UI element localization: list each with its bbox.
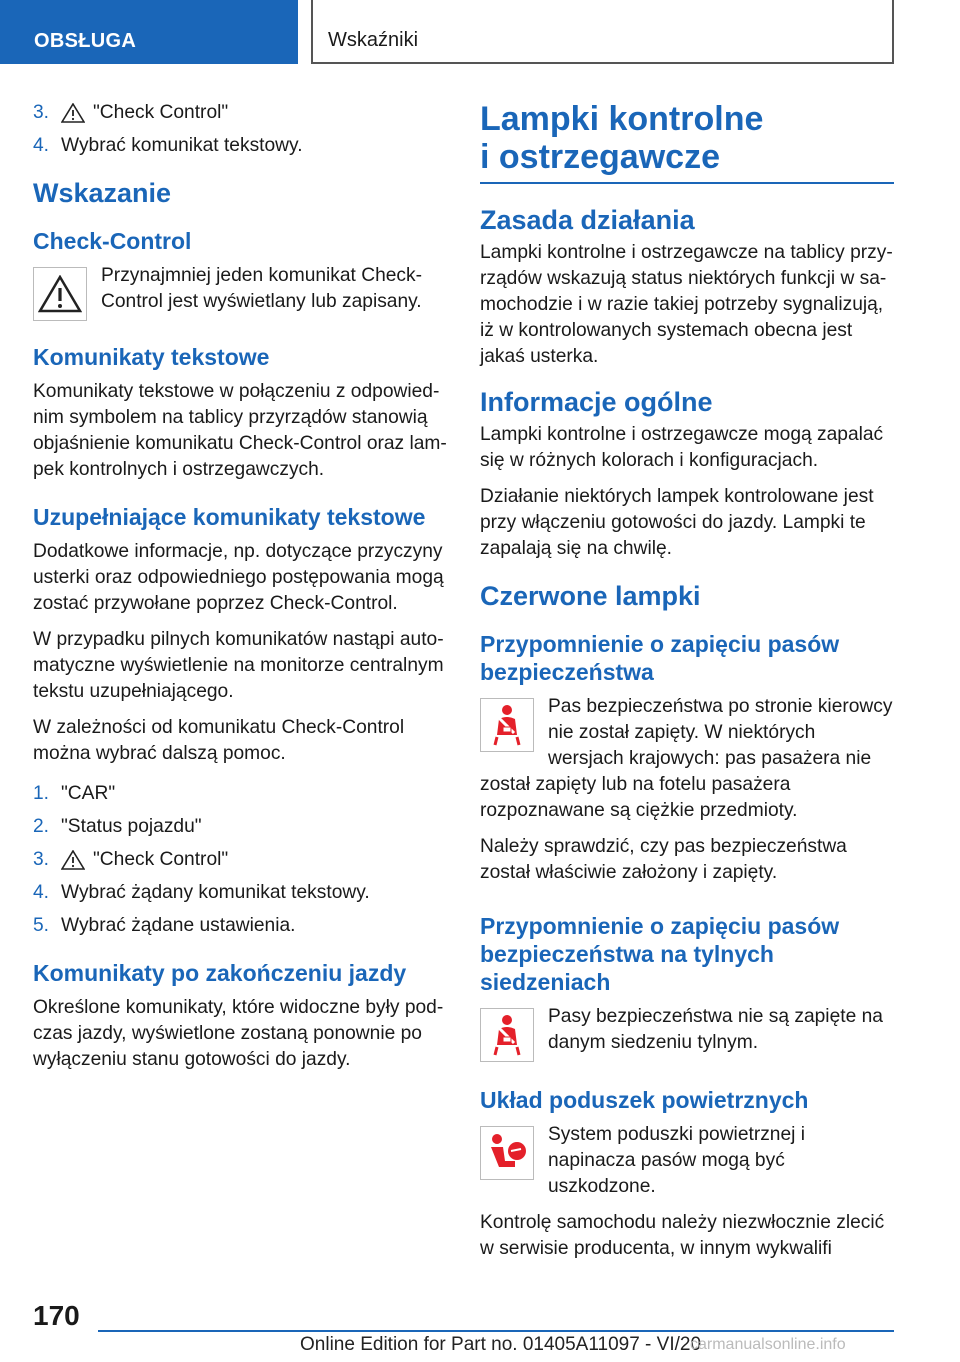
zasada-text: Lampki kontrolne i ostrzegawcze na tablicy przyrządów wskazują status niektórych funkcji w samochodzie i w razie takiej potrzeby sygnalizują, iż w kontrolowanych systemach obecna jest jakaś usterka. <box>480 242 893 367</box>
step-text: "CAR" <box>61 783 116 804</box>
poduszki-p2: Kontrolę samochodu należy niezwłocznie zlecić w serwisie producenta, w innym wykwalifi <box>480 1212 885 1259</box>
header-title: Wskaźniki <box>311 0 894 64</box>
page-number: 170 <box>33 1300 80 1331</box>
main-heading-line1: Lampki kontrolne <box>480 100 764 138</box>
heading-wskazanie: Wskazanie <box>33 178 172 208</box>
list-item <box>33 100 451 126</box>
uzupelniajace-p2: W przypadku pilnych komunikatów nastąpi automatyczne wyświetlenie na monitorze centralnym tekstu uzupełniającego. <box>33 629 444 702</box>
heading-pasy: Przypomnienie o zapięciu pasów bezpieczeństwa <box>480 631 840 685</box>
pasy-tyl-block <box>480 1004 894 1062</box>
list-item <box>33 781 451 807</box>
pasy-p1: Pas bezpieczeństwa po stronie kierowcy nie został zapięty. W niektórych wersjach krajowych: pas pasażera nie został zapięty lub na fotelu pasażera rozpoznawane są ciężkie przedmioty. <box>480 696 893 821</box>
step-text: "Check Control" <box>93 102 229 123</box>
komunikaty-text: Komunikaty tekstowe w połączeniu z odpowiednim symbolem na tablicy przyrządów stanowią objaśnienie komunikatu Check-Control oraz lampek kontrolnych i ostrzegawczych. <box>33 381 447 480</box>
step-text: Wybrać żądany komunikat tekstowy. <box>61 882 370 903</box>
seatbelt-warning-icon <box>480 698 534 752</box>
pasy-p2: Należy sprawdzić, czy pas bezpieczeństwa został właściwie założony i zapięty. <box>480 836 847 883</box>
main-heading <box>480 100 894 184</box>
step-number: 3. <box>33 102 50 123</box>
informacje-p2: Działanie niektórych lampek kontrolowane jest przy włączeniu gotowości do jazdy. Lampki te zapalają się na chwilę. <box>480 486 874 559</box>
main-heading-line2: i ostrzegawcze <box>480 138 720 176</box>
heading-zasada: Zasada działania <box>480 205 695 235</box>
pasy-block <box>480 694 894 834</box>
heading-pasy-tyl: Przypomnienie o zapięciu pasów bezpieczeństwa na tylnych siedzeniach <box>480 913 840 995</box>
warning-triangle-icon <box>61 850 85 870</box>
heading-uzupelniajace: Uzupełniające komunikaty tekstowe <box>33 504 426 530</box>
step-number: 1. <box>33 783 50 804</box>
heading-po-zakonczeniu: Komunikaty po zakończeniu jazdy <box>33 960 407 986</box>
step-number: 4. <box>33 135 50 156</box>
step-number: 5. <box>33 915 50 936</box>
footer-rule <box>98 1330 894 1332</box>
uzupelniajace-p1: Dodatkowe informacje, np. dotyczące przyczyny usterki oraz odpowiedniego postępowania mogą zostać przywołane poprzez Check-Control. <box>33 541 444 614</box>
rear-seatbelt-warning-icon <box>480 1008 534 1062</box>
step-text: "Check Control" <box>93 849 229 870</box>
list-item <box>33 913 451 939</box>
informacje-p1: Lampki kontrolne i ostrzegawcze mogą zapalać się w różnych kolorach i konfiguracjach. <box>480 424 884 471</box>
footer-edition: Online Edition for Part no. 01405A11097 - VI/20 <box>300 1334 702 1355</box>
poduszki-p1: System poduszki powietrznej i napinacza pasów mogą być uszkodzone. <box>548 1124 806 1197</box>
steps-top <box>33 100 451 159</box>
right-column <box>480 100 894 1272</box>
poduszki-block <box>480 1122 894 1262</box>
watermark: carmanualsonline.info <box>690 1336 846 1353</box>
check-control-warning-icon <box>33 267 87 321</box>
uzupelniajace-p3: W zależności od komunikatu Check-Control można wybrać dalszą pomoc. <box>33 717 405 764</box>
step-text: "Status pojazdu" <box>61 816 202 837</box>
header-section: OBSŁUGA <box>0 0 298 64</box>
list-item <box>33 880 451 906</box>
heading-czerwone: Czerwone lampki <box>480 581 701 611</box>
list-item <box>33 847 451 873</box>
left-column <box>33 100 451 1083</box>
list-item <box>33 814 451 840</box>
steps-list <box>33 781 451 939</box>
check-control-block <box>33 263 451 321</box>
warning-triangle-icon <box>61 103 85 123</box>
step-text: Wybrać komunikat tekstowy. <box>61 135 303 156</box>
pasy-tyl-text: Pasy bezpieczeństwa nie są zapięte na danym siedzeniu tylnym. <box>548 1006 883 1053</box>
heading-informacje: Informacje ogólne <box>480 387 713 417</box>
heading-check-control: Check-Control <box>33 228 192 254</box>
heading-poduszki: Układ poduszek powietrznych <box>480 1087 809 1113</box>
step-number: 3. <box>33 849 50 870</box>
step-number: 2. <box>33 816 50 837</box>
step-text: Wybrać żądane ustawienia. <box>61 915 296 936</box>
list-item <box>33 133 451 159</box>
heading-komunikaty-tekstowe: Komunikaty tekstowe <box>33 344 270 370</box>
po-zakonczeniu-text: Określone komunikaty, które widoczne były podczas jazdy, wyświetlone zostaną ponownie po wyłączeniu stanu gotowości do jazdy. <box>33 997 444 1070</box>
airbag-warning-icon <box>480 1126 534 1180</box>
check-control-text: Przynajmniej jeden komunikat Check-Control jest wyświetlany lub zapisany. <box>101 265 422 312</box>
step-number: 4. <box>33 882 50 903</box>
